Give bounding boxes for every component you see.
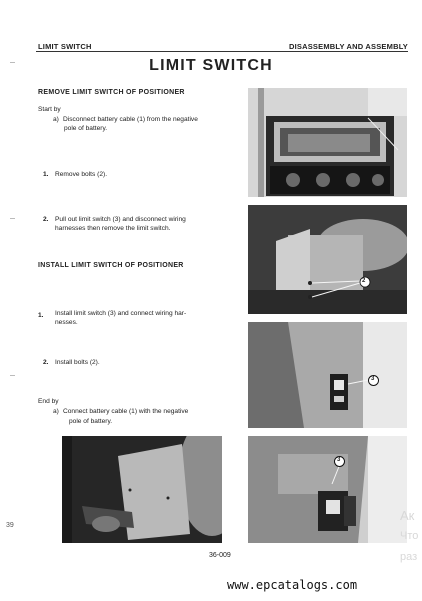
install-step1-text-2: nesses. <box>55 319 78 326</box>
remove-heading: REMOVE LIMIT SWITCH OF POSITIONER <box>38 89 185 96</box>
remove-a-text-1: Disconnect battery cable (1) from the negative <box>63 116 198 123</box>
watermark-line-3: раз <box>400 551 418 563</box>
start-by-label: Start by <box>38 106 61 113</box>
remove-a-label: a) <box>53 116 59 123</box>
photo-removed-cover <box>248 88 407 197</box>
header-section-title: LIMIT SWITCH <box>38 42 92 51</box>
margin-mark <box>10 375 15 376</box>
callout-2: 2 <box>362 278 366 284</box>
remove-step1-text: Remove bolts (2). <box>55 171 108 178</box>
photo-limit-switch <box>248 322 407 428</box>
watermark-line-1: Ак <box>400 508 415 523</box>
end-by-label: End by <box>38 398 59 405</box>
install-a-label: a) <box>53 408 59 415</box>
install-step1-text-1: Install limit switch (3) and connect wiring har- <box>55 310 187 317</box>
install-heading: INSTALL LIMIT SWITCH OF POSITIONER <box>38 262 184 269</box>
header-chapter-title: DISASSEMBLY AND ASSEMBLY <box>289 42 408 51</box>
page-number: 36-009 <box>209 552 231 559</box>
remove-step1-number: 1. <box>43 171 49 178</box>
remove-a-text-2: pole of battery. <box>64 125 108 132</box>
margin-number: 39 <box>6 522 14 529</box>
photo-install-bolts <box>62 436 222 543</box>
header-rule <box>36 51 408 52</box>
photo-connect-harness <box>248 436 407 543</box>
install-a-text-1: Connect battery cable (1) with the negative <box>63 408 189 415</box>
install-step1-number: 1. <box>38 312 44 319</box>
remove-step2-text-1: Pull out limit switch (3) and disconnect wiring <box>55 216 186 223</box>
install-step2-text: Install bolts (2). <box>55 359 100 366</box>
remove-step2-text-2: harnesses then remove the limit switch. <box>55 225 171 232</box>
callout-3: 3 <box>371 376 375 382</box>
site-link[interactable]: www.epcatalogs.com <box>227 578 358 592</box>
install-a-text-2: pole of battery. <box>69 418 113 425</box>
photo-bolts <box>248 205 407 314</box>
watermark-line-2: Что <box>400 530 419 542</box>
margin-mark <box>10 218 15 219</box>
callout-3b: 3 <box>337 457 341 463</box>
install-step2-number: 2. <box>43 359 49 366</box>
page-title: LIMIT SWITCH <box>149 57 273 74</box>
remove-step2-number: 2. <box>43 216 49 223</box>
margin-mark <box>10 62 15 63</box>
